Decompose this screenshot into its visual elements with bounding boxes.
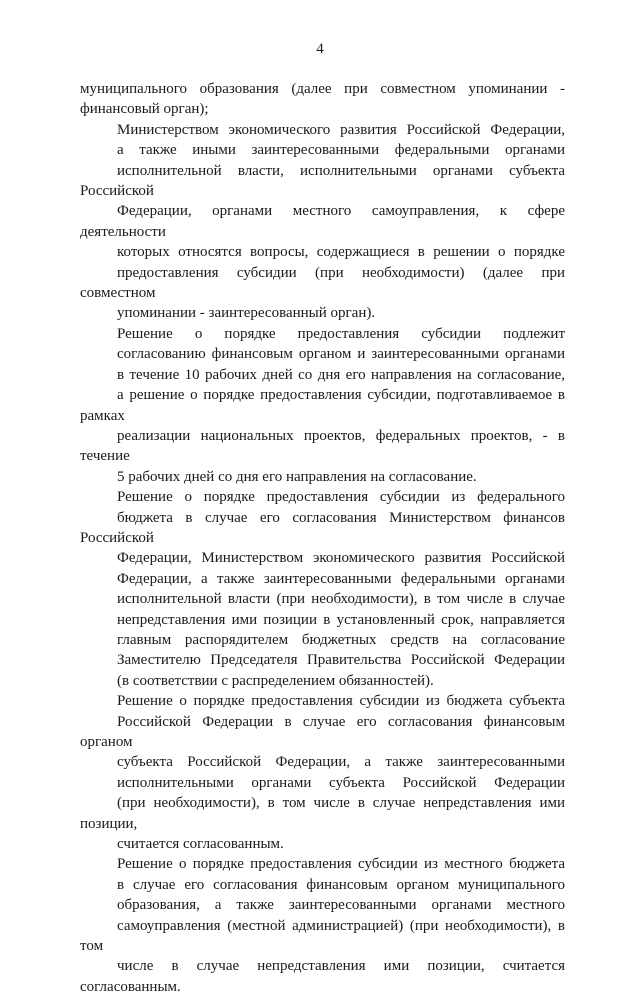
text-line: исполнительной власти (при необходимости), в том числе в случае <box>117 591 565 608</box>
text-line: финансовый орган); <box>80 101 209 118</box>
text-line: субъекта Российской Федерации, а также заинтересованными <box>117 754 565 771</box>
text-line: в течение 10 рабочих дней со дня его направления на согласование, <box>117 366 565 383</box>
text-line: (при необходимости), в том числе в случае непредставления ими позиции, <box>80 795 565 832</box>
page-number: 4 <box>316 41 324 57</box>
text-line: образования, а также заинтересованными органами местного <box>117 897 565 914</box>
text-line: самоуправления (местной администрацией) (при необходимости), в том <box>80 917 565 955</box>
document-body <box>80 79 565 997</box>
paragraph <box>80 487 565 691</box>
paragraph <box>80 854 565 997</box>
text-line: Российской Федерации в случае его согласования финансовым органом <box>80 713 565 750</box>
text-line: реализации национальных проектов, федеральных проектов, - в течение <box>80 427 565 465</box>
text-line: главным распорядителем бюджетных средств на согласование <box>117 631 565 648</box>
text-line: которых относятся вопросы, содержащиеся в решении о порядке <box>117 244 565 261</box>
text-line: упоминании - заинтересованный орган). <box>117 305 376 322</box>
text-line: Федерации, органами местного самоуправления, к сфере деятельности <box>80 203 565 240</box>
text-line: Министерством экономического развития Российской Федерации, <box>117 121 565 138</box>
text-line: исполнительной власти, исполнительными органами субъекта Российской <box>80 162 565 200</box>
paragraph <box>80 691 565 854</box>
text-line: 5 рабочих дней со дня его направления на согласование. <box>117 468 477 485</box>
text-line: (в соответствии с распределением обязанностей). <box>117 672 434 689</box>
text-line: Решение о порядке предоставления субсидии подлежит <box>117 325 565 342</box>
text-line: непредставления ими позиции в установленный срок, направляется <box>117 611 565 628</box>
text-line: а решение о порядке предоставления субсидии, подготавливаемое в рамках <box>80 387 565 424</box>
text-line: Решение о порядке предоставления субсидии из федерального <box>117 489 565 506</box>
text-line: муниципального образования (далее при совместном упоминании - <box>80 81 565 97</box>
text-line: предоставления субсидии (при необходимости) (далее при совместном <box>80 264 565 302</box>
paragraph <box>80 324 565 487</box>
text-line: числе в случае непредставления ими позиции, считается согласованным. <box>80 958 565 995</box>
text-line: Решение о порядке предоставления субсидии из местного бюджета <box>117 856 565 873</box>
text-line: бюджета в случае его согласования Министерством финансов Российской <box>80 509 565 546</box>
text-line: в случае его согласования финансовым органом муниципального <box>117 876 565 893</box>
text-line: Федерации, Министерством экономического развития Российской <box>117 550 565 567</box>
text-line: Решение о порядке предоставления субсидии из бюджета субъекта <box>117 693 565 710</box>
text-line: Федерации, а также заинтересованными федеральными органами <box>117 570 565 587</box>
text-line: исполнительными органами субъекта Российской Федерации <box>117 774 565 791</box>
paragraph <box>80 79 565 120</box>
text-line: считается согласованным. <box>117 836 284 853</box>
paragraph <box>80 120 565 324</box>
text-line: Заместителю Председателя Правительства Российской Федерации <box>117 652 565 669</box>
text-line: согласованию финансовым органом и заинтересованными органами <box>117 346 565 363</box>
text-line: а также иными заинтересованными федеральными органами <box>117 142 565 159</box>
